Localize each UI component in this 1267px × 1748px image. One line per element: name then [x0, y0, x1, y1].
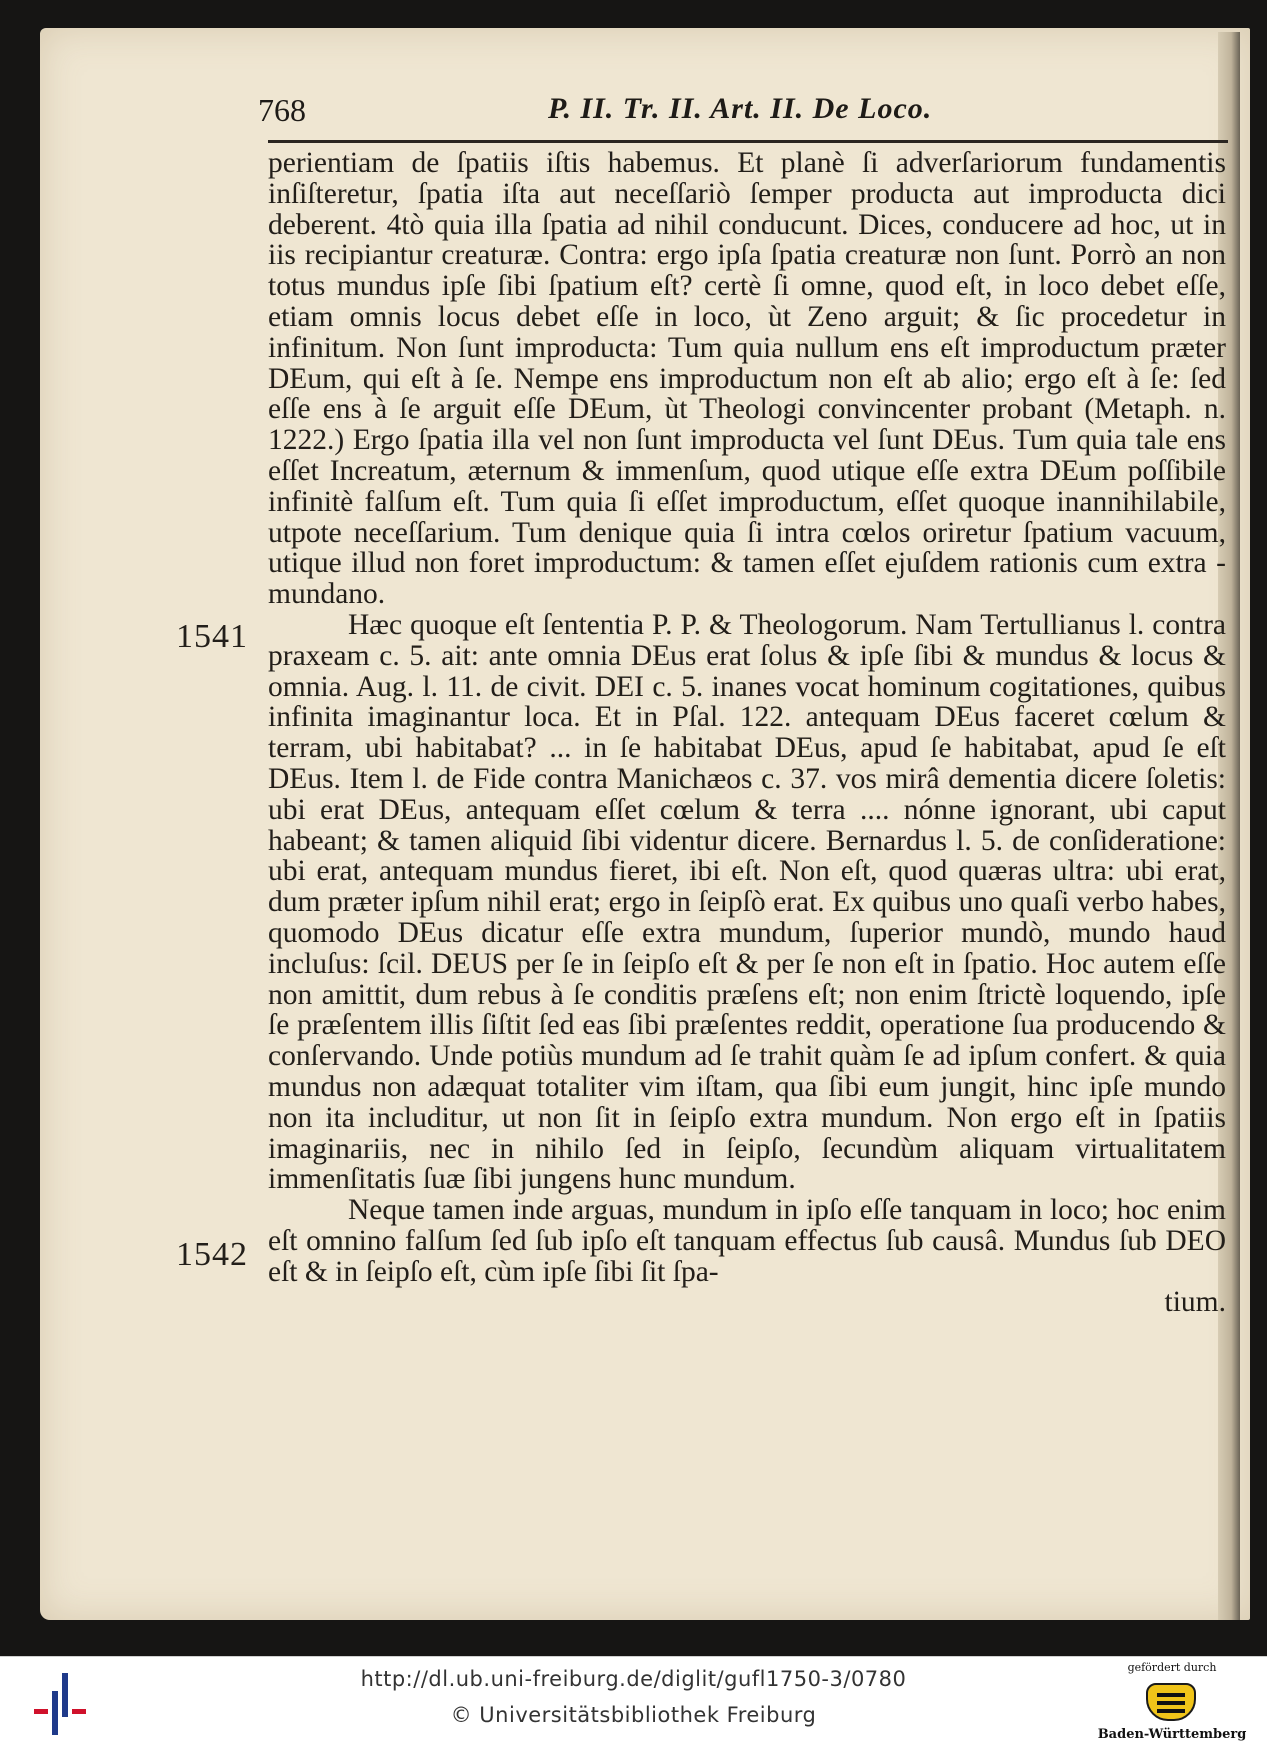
viewer-footer — [0, 1656, 1267, 1748]
sponsor-caption: gefördert durch — [1127, 1661, 1217, 1674]
page-number: 768 — [258, 92, 306, 128]
baden-wuerttemberg-crest-icon — [1146, 1683, 1196, 1721]
catchword: tium. — [1164, 1286, 1226, 1319]
body-text — [268, 148, 1226, 1488]
running-title: P. II. Tr. II. Art. II. De Loco. — [548, 92, 933, 125]
marginal-number-1542: 1542 — [176, 1236, 248, 1273]
sponsor-name: Baden-Württemberg — [1097, 1727, 1247, 1742]
paragraph-continued: perientiam de ſpatiis iſtis habemus. Et planè ſi adverſariorum fundamentis inſiſteretur, ſpatia iſta aut neceſſariò ſemper producta aut improducta dici deberent. 4tò quia illa ſpatia ad nihil conducunt. Dices, conducere ad hoc, ut in iis recipiantur creaturæ. Contra: ergo ipſa ſpatia creaturæ non ſunt. Porrò an non totus mundus ipſe ſibi ſpatium eſt? certè ſi omne, quod eſt, in loco debet eſſe, etiam omnis locus debet eſſe in loco, ùt Zeno arguit; & ſic procedetur in infinitum. Non ſunt improducta: Tum quia nullum ens eſt improductum præter DEum, qui eſt à ſe. Nempe ens improductum non eſt ab alio; ergo eſt à ſe: ſed eſſe ens à ſe arguit eſſe DEum, ùt Theologi convincenter probant (Metaph. n. 1222.) Ergo ſpatia illa vel non ſunt improducta vel ſunt DEus. Tum quia tale ens eſſet Increatum, æternum & immenſum, quod utique eſſe extra DEum poſſibile infinitè falſum eſt. Tum quia ſi eſſet improductum, eſſet quoque inannihilabile, utpote neceſſarium. Tum denique quia ſi intra cœlos oriretur ſpatium vacuum, utique illud non foret improductum: & tamen eſſet ejuſdem rationis cum extra - mundano. — [268, 147, 1226, 611]
header-rule — [268, 140, 1228, 143]
marginal-number-1541: 1541 — [176, 618, 248, 655]
paragraph-1541: Hæc quoque eſt ſententia P. P. & Theologorum. Nam Tertullianus l. contra praxeam c. 5. ait: ante omnia DEus erat ſolus & ipſe ſibi & mundus & locus & omnia. Aug. l. 11. de civit. DEI c. 5. inanes vocat hominum cogitationes, quibus infinita imaginantur loca. Et in Pſal. 122. antequam DEus faceret cœlum & terram, ubi habitabat? ... in ſe habitabat DEus, apud ſe habitabat, apud ſe eſt DEus. Item l. de Fide contra Manichæos c. 37. vos mirâ dementia dicere ſoletis: ubi erat DEus, antequam eſſet cœlum & terra .... nónne ignorant, ubi caput habeant; & tamen aliquid ſibi videntur dicere. Bernardus l. 5. de conſideratione: ubi erat, antequam mundus fieret, ibi eſt. Non eſt, quod quæras ultra: ubi erat, dum præter ipſum nihil erat; ergo in ſeipſò erat. Ex quibus uno quaſi verbo habes, quomodo DEus dicatur eſſe extra mundum, ſuperior mundò, mundo haud incluſus: ſcil. DEUS per ſe in ſeipſo eſt & per ſe non eſt in ſpatio. Hoc autem eſſe non amittit, dum rebus à ſe conditis præſens eſt; non enim ſtrictè loquendo, ipſe ſe præſentem illis ſiſtit ſed eas ſibi præſentes reddit, operatione ſua producendo & conſervando. Unde potiùs mundum ad ſe trahit quàm ſe ad ipſum confert. & quia mundus non adæquat totaliter vim iſtam, qua ſibi eum jungit, hinc ipſe mundo non ita includitur, ut non ſit in ſeipſo extra mundum. Non ergo eſt in ſpatiis imaginariis, nec in nihilo ſed in ſeipſo, ſecundùm aliquam virtualitatem immenſitatis ſuæ ſibi jungens hunc mundum. — [268, 608, 1226, 1196]
sponsor-block[interactable] — [1092, 1661, 1252, 1747]
copyright-notice: © Universitätsbibliothek Freiburg — [450, 1703, 817, 1727]
running-head — [258, 92, 1218, 136]
paragraph-1542: Neque tamen inde arguas, mundum in ipſo eſſe tanquam in loco; hoc enim eſt omnino falſum ſed ſub ipſo eſt tanquam effectus ſub causâ. Mundus ſub DEO eſt & in ſeipſo eſt, cùm ipſe ſibi ſit ſpa- — [268, 1194, 1226, 1288]
permalink-url[interactable]: http://dl.ub.uni-freiburg.de/diglit/gufl1750-3/0780 — [360, 1667, 907, 1691]
